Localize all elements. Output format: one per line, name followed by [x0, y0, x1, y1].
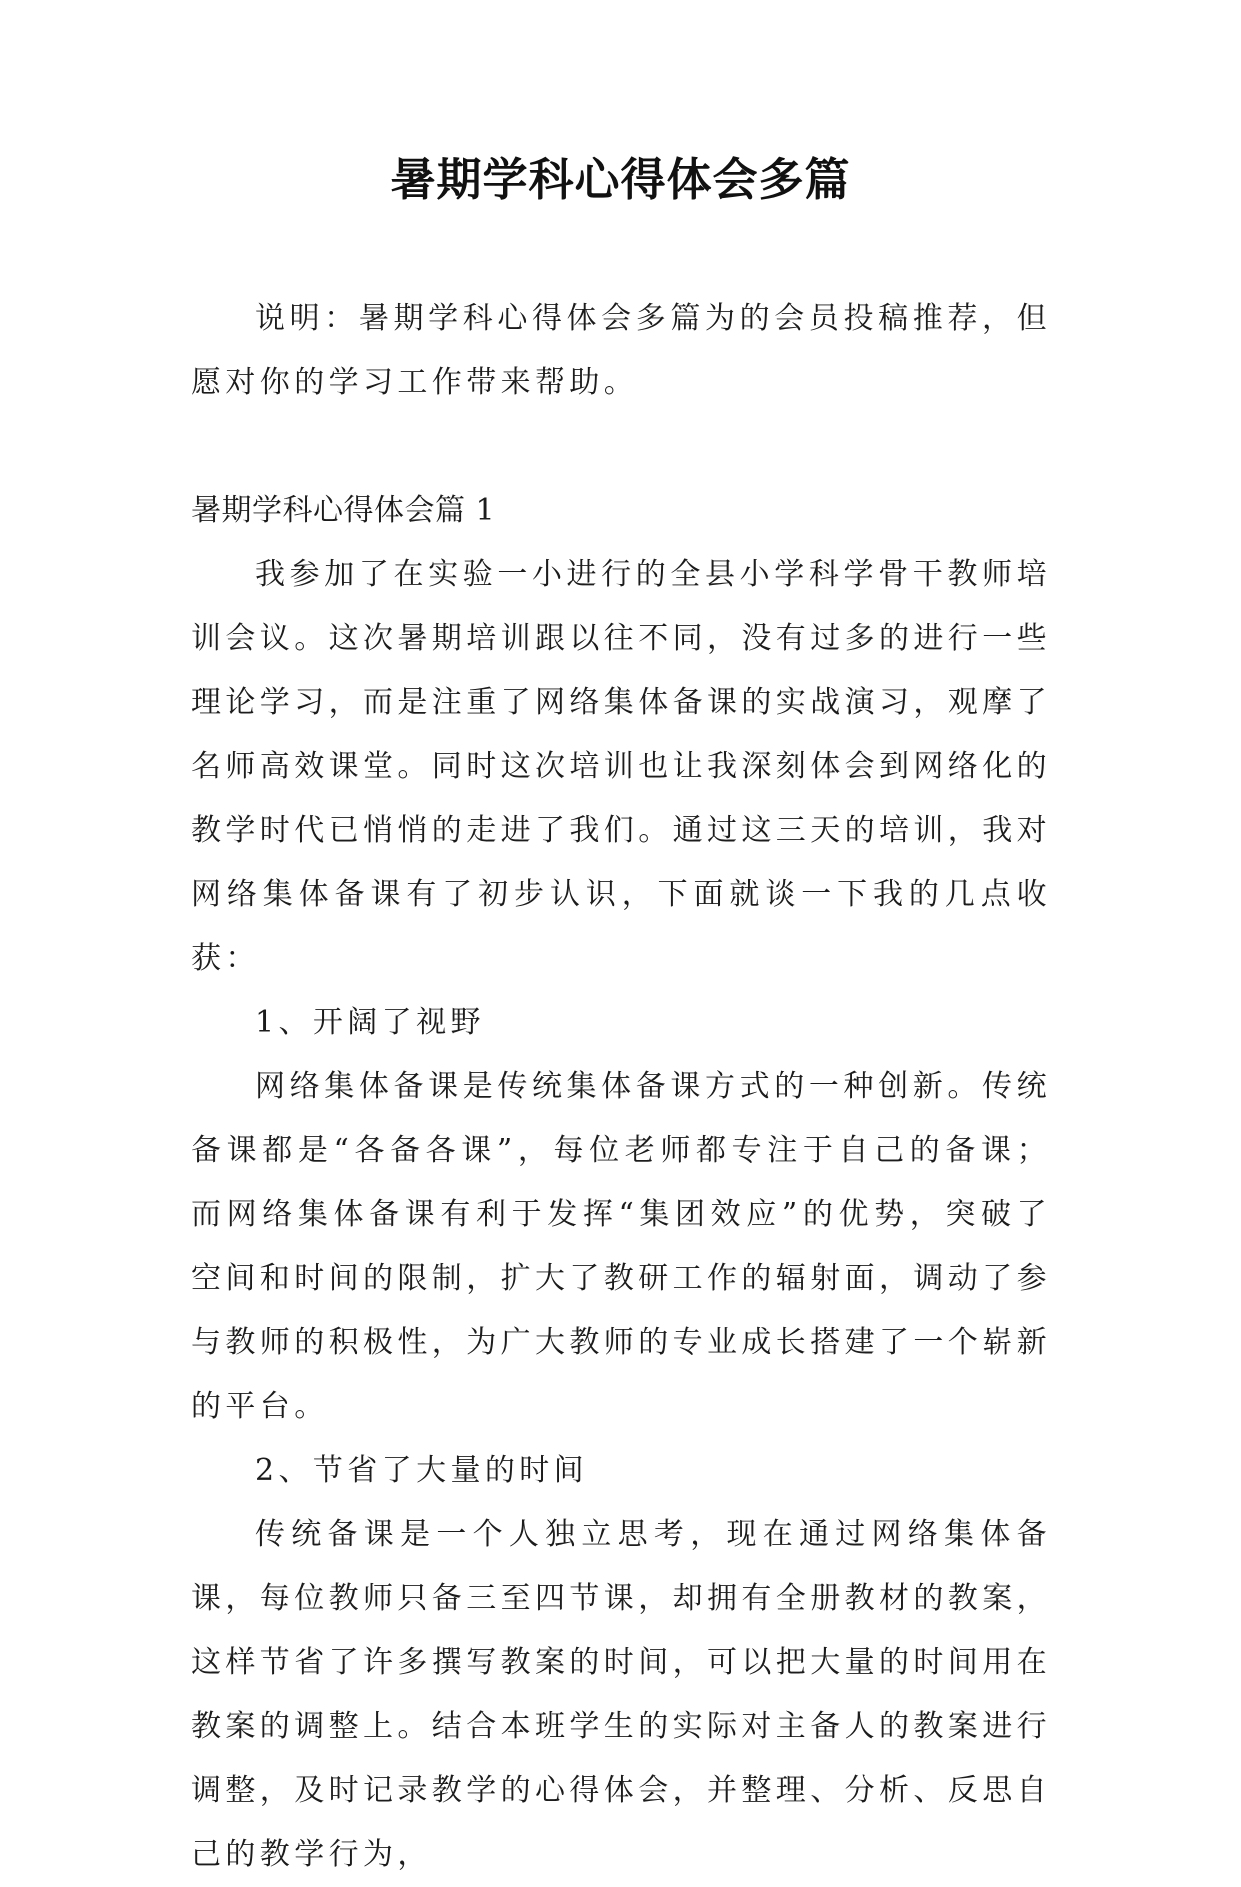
- document-title: 暑期学科心得体会多篇: [390, 153, 851, 206]
- point-heading-2: 2、节省了大量的时间: [255, 1453, 589, 1488]
- intro-paragraph: 说明：暑期学科心得体会多篇为的会员投稿推荐，但愿对你的学习工作带来帮助。: [191, 301, 1051, 400]
- body-paragraph: 我参加了在实验一小进行的全县小学科学骨干教师培训会议。这次暑期培训跟以往不同，没有过多的进行一些理论学习，而是注重了网络集体备课的实战演习，观摩了名师高效课堂。同时这次培训也让我深刻体会到网络化的教学时代已悄悄的走进了我们。通过这三天的培训，我对网络集体备课有了初步认识，下面就谈一下我的几点收获：: [191, 557, 1051, 976]
- document-body: [191, 287, 1051, 1887]
- point-heading-1: 1、开阔了视野: [255, 1005, 485, 1040]
- body-paragraph: 传统备课是一个人独立思考，现在通过网络集体备课，每位教师只备三至四节课，却拥有全册教材的教案，这样节省了许多撰写教案的时间，可以把大量的时间用在教案的调整上。结合本班学生的实际对主备人的教案进行调整，及时记录教学的心得体会，并整理、分析、反思自己的教学行为，: [191, 1517, 1051, 1872]
- section-heading: 暑期学科心得体会篇 1: [191, 493, 496, 528]
- body-paragraph: 网络集体备课是传统集体备课方式的一种创新。传统备课都是“各备各课”，每位老师都专注于自己的备课；而网络集体备课有利于发挥“集团效应”的优势，突破了空间和时间的限制，扩大了教研工作的辐射面，调动了参与教师的积极性，为广大教师的专业成长搭建了一个崭新的平台。: [191, 1069, 1051, 1424]
